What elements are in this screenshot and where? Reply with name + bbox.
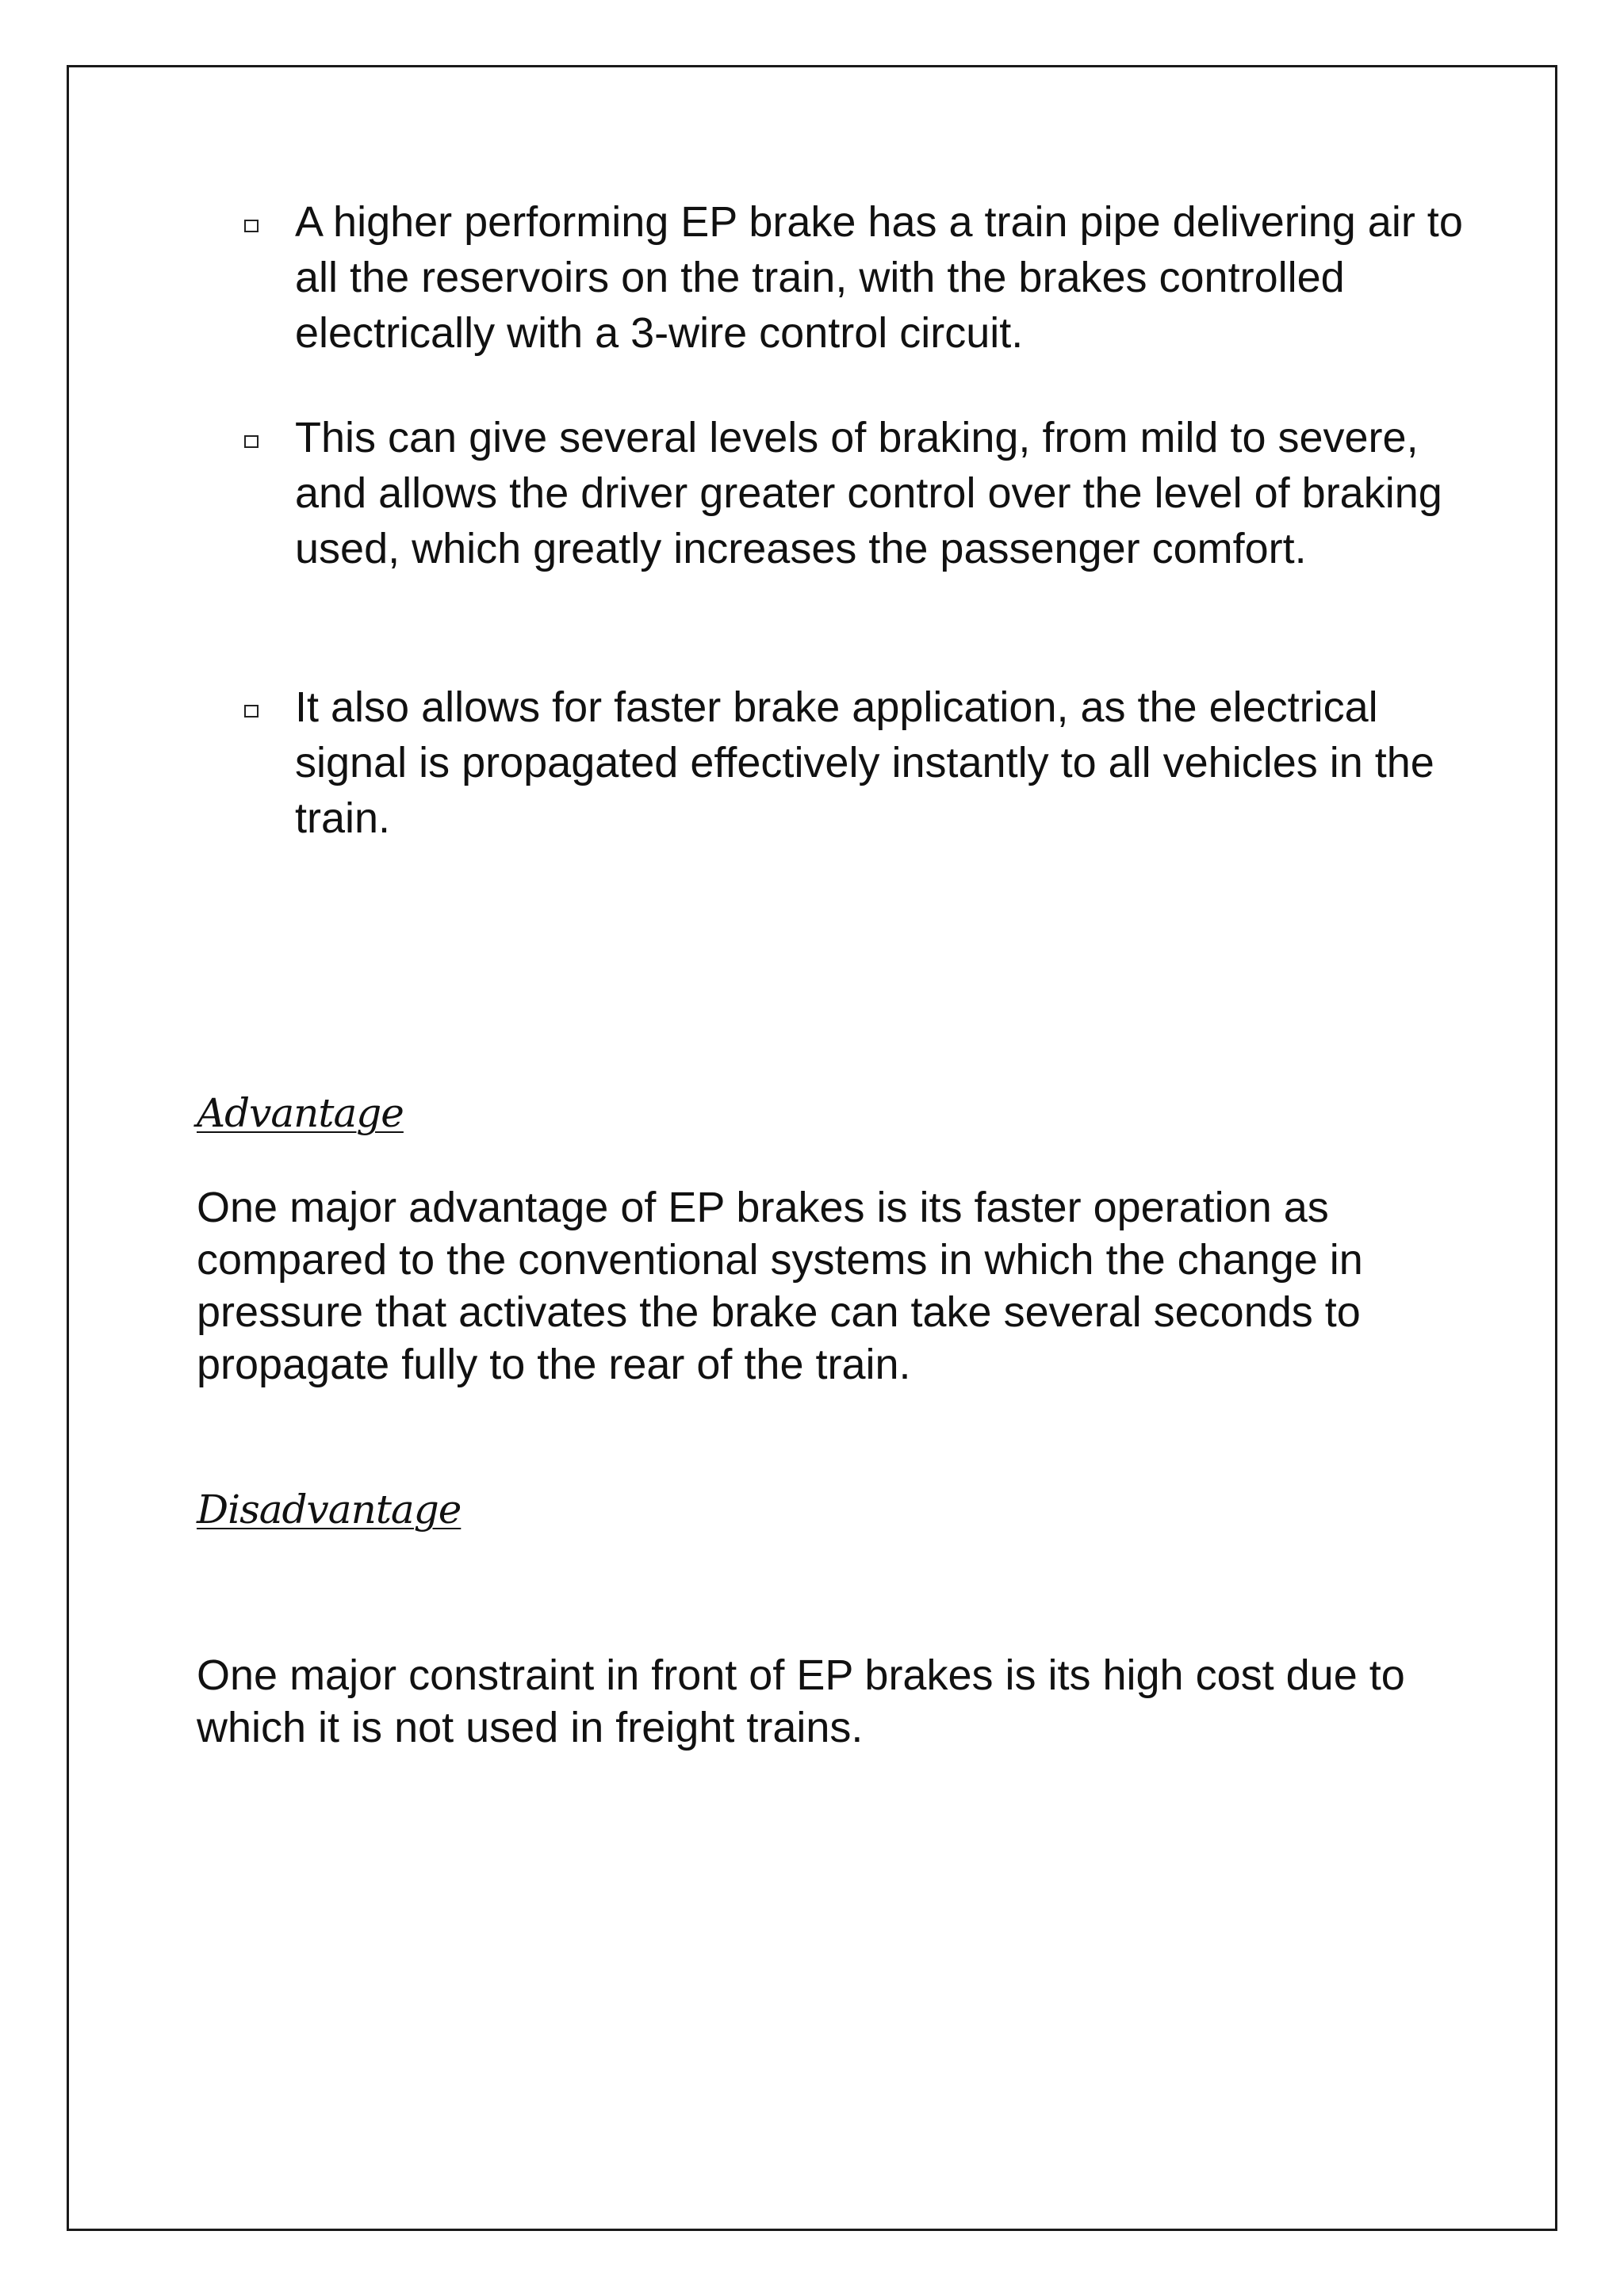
disadvantage-body: One major constraint in front of EP brakes is its high cost due to which it is not used in freight trains. (197, 1651, 1405, 1751)
square-bullet-icon (244, 435, 259, 448)
advantage-heading: Advantage (197, 1090, 404, 1136)
bullet-text: A higher performing EP brake has a train pipe delivering air to all the reservoirs on the train, with the brakes controlled electrically with a 3-wire control circuit. (295, 198, 1463, 357)
bullet-text: It also allows for faster brake application, as the electrical signal is propagated effectively instantly to all vehicles in the train. (295, 683, 1434, 842)
advantage-body: One major advantage of EP brakes is its faster operation as compared to the conventional systems in which the change in pressure that activates the brake can take several seconds to propagate fully to the rear of the train. (197, 1184, 1363, 1388)
bullet-item (238, 410, 1475, 576)
disadvantage-heading: Disadvantage (197, 1487, 462, 1533)
bullet-item (238, 679, 1475, 846)
bullet-text: This can give several levels of braking, from mild to severe, and allows the driver greater control over the level of braking used, which greatly increases the passenger comfort. (295, 414, 1442, 572)
square-bullet-icon (244, 705, 259, 718)
bullet-list (238, 194, 1475, 846)
bullet-item (238, 194, 1475, 361)
square-bullet-icon (244, 220, 259, 232)
